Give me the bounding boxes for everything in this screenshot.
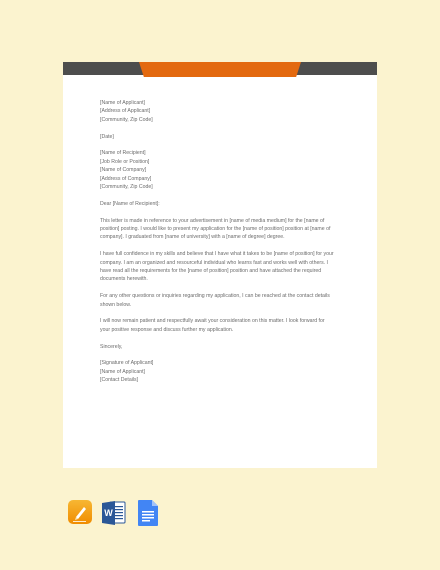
paragraph-1-line: This letter is made in reference to your advertisement in [name of media medium] for the [name of bbox=[100, 217, 325, 224]
signature-contact: [Contact Details] bbox=[100, 377, 139, 384]
recipient-role: [Job Role or Position] bbox=[100, 158, 150, 165]
applicant-community: [Community, Zip Code] bbox=[100, 116, 153, 123]
paragraph-2-line: documents herewith. bbox=[100, 276, 148, 283]
paragraph-2-line: have read all the requirements for the [name of position] position and have attached the required bbox=[100, 268, 322, 275]
recipient-company-address: [Address of Company] bbox=[100, 175, 152, 182]
recipient-name: [Name of Recipient] bbox=[100, 150, 146, 157]
paragraph-2-line: company. I am an organized and resourceful individual who learns fast and works well with others. I bbox=[100, 259, 328, 266]
format-icons bbox=[68, 500, 168, 528]
signature-name: [Name of Applicant] bbox=[100, 368, 145, 375]
applicant-address: [Address of Applicant] bbox=[100, 108, 151, 115]
paragraph-4-line: your positive response and discuss further my application. bbox=[100, 326, 234, 333]
paragraph-3-line: shown below. bbox=[100, 301, 132, 308]
letter-document bbox=[63, 62, 377, 468]
closing: Sincerely, bbox=[100, 343, 123, 350]
letter-date: [Date] bbox=[100, 133, 114, 140]
header-accent-tab bbox=[139, 62, 301, 77]
paragraph-4-line: I will now remain patient and respectfully await your consideration on this matter. I look forward for bbox=[100, 318, 325, 325]
paragraph-1-line: company]. I graduated from [name of university] with a [name of degree] degree. bbox=[100, 234, 285, 241]
paragraph-1-line: position] posting. I would like to present my application for the [name of position] position at [name of bbox=[100, 226, 331, 233]
recipient-company: [Name of Company] bbox=[100, 167, 147, 174]
recipient-community: [Community, Zip Code] bbox=[100, 184, 153, 191]
letter-body bbox=[100, 99, 350, 385]
salutation: Dear [Name of Recipient]: bbox=[100, 200, 160, 207]
svg-text:W: W bbox=[104, 508, 113, 518]
microsoft-word-icon[interactable] bbox=[102, 500, 126, 526]
applicant-name: [Name of Applicant] bbox=[100, 100, 145, 106]
google-docs-icon[interactable] bbox=[136, 500, 160, 526]
signature-line: [Signature of Applicant] bbox=[100, 360, 154, 367]
paragraph-2-line: I have full confidence in my skills and believe that I have what it takes to be [name of position] for your bbox=[100, 251, 334, 258]
paragraph-3-line: For any other questions or inquiries regarding my application, I can be reached at the contact details bbox=[100, 293, 330, 300]
apple-pages-icon[interactable] bbox=[68, 500, 92, 526]
